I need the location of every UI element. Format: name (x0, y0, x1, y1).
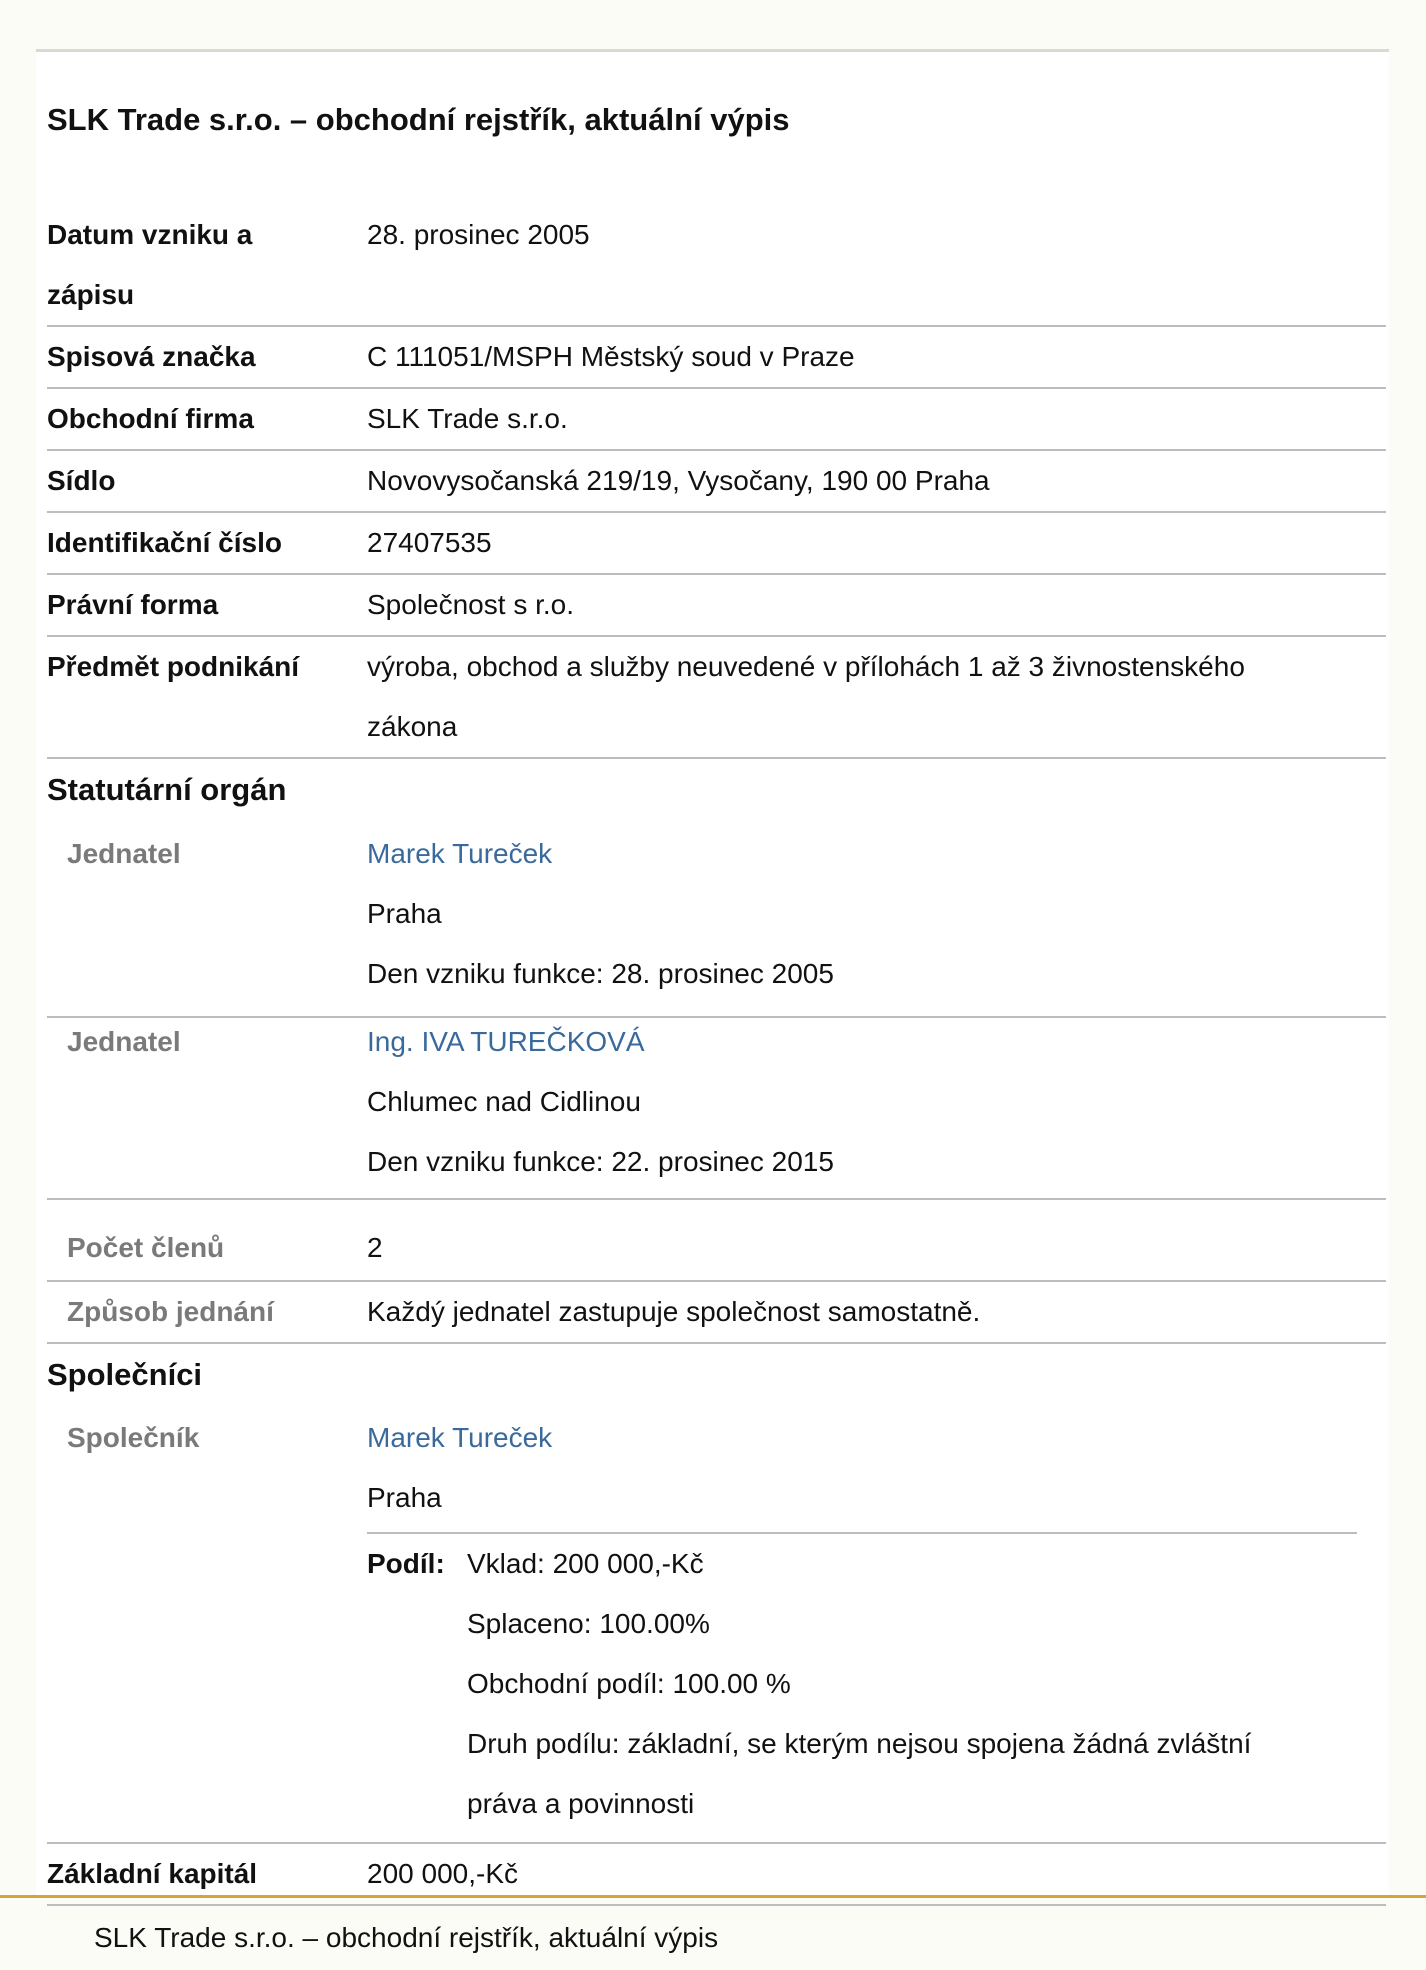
value-predmet-podnikani (367, 637, 1367, 757)
row-pravni-forma (47, 575, 1386, 637)
row-pocet-clenu (47, 1200, 1386, 1282)
person-link-iva-tureckova[interactable]: Ing. IVA TUREČKOVÁ (367, 1026, 645, 1057)
label-jednatel-1: Jednatel (67, 838, 181, 869)
value-pravni-forma: Společnost s r.o. (367, 589, 575, 620)
row-obchodni-firma (47, 389, 1386, 451)
row-jednatel-1 (47, 812, 1386, 1018)
row-datum-vzniku (47, 205, 1386, 327)
podil-vklad: Vklad: 200 000,-Kč (467, 1548, 704, 1579)
value-line-1: výroba, obchod a služby neuvedené v přílohách 1 až 3 živnostenského (367, 651, 1245, 682)
person-place: Praha (367, 1482, 442, 1513)
label-spisova-znacka: Spisová značka (47, 341, 256, 372)
row-identifikacni-cislo (47, 513, 1386, 575)
label-predmet-podnikani: Předmět podnikání (47, 651, 300, 682)
person-place: Praha (367, 898, 442, 929)
person-since: Den vzniku funkce: 22. prosinec 2015 (367, 1146, 834, 1177)
person-link-spolecnik[interactable]: Marek Tureček (367, 1422, 553, 1453)
section-heading-spolecnici: Společníci (47, 1357, 203, 1392)
podil-block (367, 1532, 1357, 1834)
label-spolecnik: Společník (67, 1422, 200, 1453)
label-zakladni-kapital: Základní kapitál (47, 1858, 258, 1889)
label-pocet-clenu: Počet členů (67, 1232, 225, 1263)
value-obchodni-firma: SLK Trade s.r.o. (367, 403, 568, 434)
row-spisova-znacka (47, 327, 1386, 389)
podil-druh-2: práva a povinnosti (467, 1788, 695, 1819)
value-pocet-clenu: 2 (367, 1232, 383, 1263)
label-identifikacni-cislo: Identifikační číslo (47, 527, 282, 558)
value-identifikacni-cislo: 27407535 (367, 527, 492, 558)
label-sidlo: Sídlo (47, 465, 116, 496)
row-sidlo (47, 451, 1386, 513)
footer-caption: SLK Trade s.r.o. – obchodní rejstřík, aktuální výpis (94, 1922, 719, 1953)
person-place: Chlumec nad Cidlinou (367, 1086, 641, 1117)
value-sidlo: Novovysočanská 219/19, Vysočany, 190 00 Praha (367, 465, 990, 496)
person-link-marek-turecek[interactable]: Marek Tureček (367, 838, 553, 869)
label-datum-vzniku (47, 205, 347, 325)
register-extract-card (36, 52, 1389, 1895)
podil-splaceno: Splaceno: 100.00% (467, 1608, 710, 1639)
person-since: Den vzniku funkce: 28. prosinec 2005 (367, 958, 834, 989)
value-zpusob-jednani: Každý jednatel zastupuje společnost samostatně. (367, 1296, 981, 1327)
label-podil: Podíl: (367, 1548, 445, 1579)
label-jednatel-2: Jednatel (67, 1026, 181, 1057)
page-title: SLK Trade s.r.o. – obchodní rejstřík, aktuální výpis (47, 102, 790, 137)
podil-obchodni-podil: Obchodní podíl: 100.00 % (467, 1668, 791, 1699)
value-podil (467, 1534, 1347, 1834)
section-heading-statutarni-organ: Statutární orgán (47, 772, 287, 807)
value-spolecnik (367, 1408, 1367, 1528)
row-spolecnik (47, 1398, 1386, 1844)
label-line-1: Datum vzniku a (47, 219, 253, 250)
row-zpusob-jednani (47, 1282, 1386, 1344)
value-jednatel-1 (367, 824, 1367, 1004)
value-spisova-znacka: C 111051/MSPH Městský soud v Praze (367, 341, 855, 372)
podil-druh-1: Druh podílu: základní, se kterým nejsou spojena žádná zvláštní (467, 1728, 1252, 1759)
value-jednatel-2 (367, 1012, 1367, 1192)
value-line-2: zákona (367, 711, 458, 742)
value-zakladni-kapital: 200 000,-Kč (367, 1858, 518, 1889)
footer-divider (0, 1895, 1426, 1898)
row-jednatel-2 (47, 1018, 1386, 1200)
label-zpusob-jednani: Způsob jednání (67, 1296, 274, 1327)
value-datum-vzniku: 28. prosinec 2005 (367, 219, 590, 250)
label-line-2: zápisu (47, 279, 135, 310)
label-pravni-forma: Právní forma (47, 589, 219, 620)
label-obchodni-firma: Obchodní firma (47, 403, 254, 434)
row-predmet-podnikani (47, 637, 1386, 759)
